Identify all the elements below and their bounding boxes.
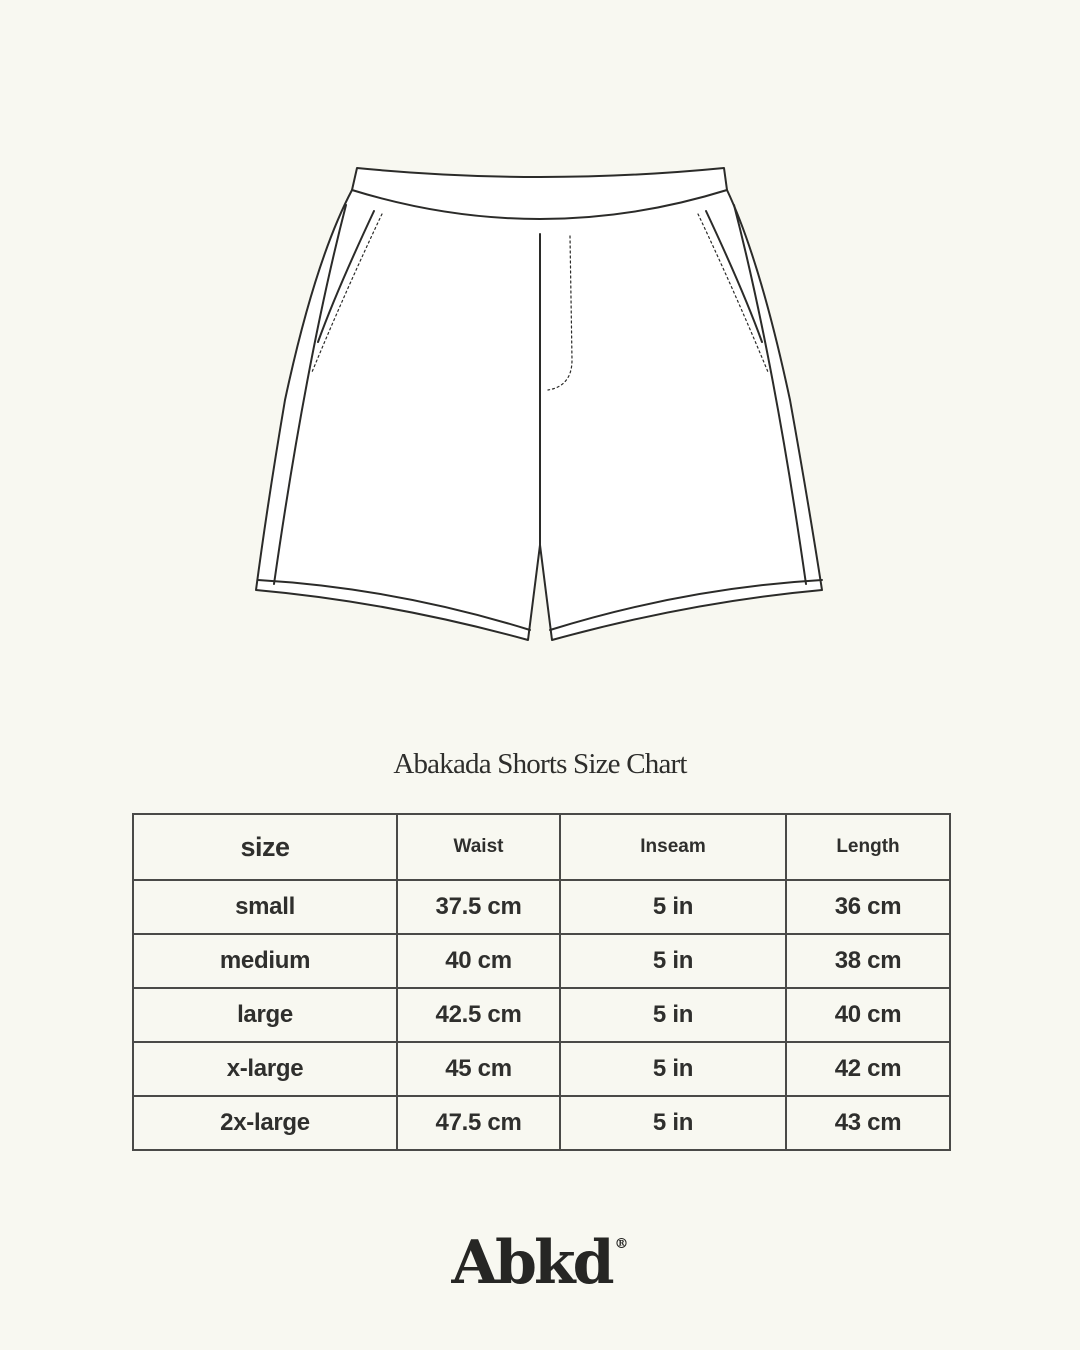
length-cell: 38 cm bbox=[786, 934, 950, 988]
inseam-cell: 5 in bbox=[560, 1042, 786, 1096]
brand-logo bbox=[0, 1228, 1080, 1298]
table-row bbox=[133, 880, 950, 934]
size-cell: small bbox=[133, 880, 397, 934]
column-header-size: size bbox=[133, 814, 397, 880]
inseam-cell: 5 in bbox=[560, 1096, 786, 1150]
size-cell: medium bbox=[133, 934, 397, 988]
waist-cell: 45 cm bbox=[397, 1042, 560, 1096]
table-row bbox=[133, 988, 950, 1042]
table-row bbox=[133, 1096, 950, 1150]
registered-mark: ® bbox=[614, 1236, 629, 1252]
size-chart-title: Abakada Shorts Size Chart bbox=[393, 748, 687, 780]
column-header-inseam: Inseam bbox=[560, 814, 786, 880]
waist-cell: 47.5 cm bbox=[397, 1096, 560, 1150]
inseam-cell: 5 in bbox=[560, 988, 786, 1042]
table-header-row bbox=[133, 814, 950, 880]
size-cell: x-large bbox=[133, 1042, 397, 1096]
waist-cell: 37.5 cm bbox=[397, 880, 560, 934]
waist-cell: 42.5 cm bbox=[397, 988, 560, 1042]
inseam-cell: 5 in bbox=[560, 880, 786, 934]
column-header-waist: Waist bbox=[397, 814, 560, 880]
column-header-length: Length bbox=[786, 814, 950, 880]
size-chart-table bbox=[132, 813, 951, 1151]
size-cell: 2x-large bbox=[133, 1096, 397, 1150]
length-cell: 43 cm bbox=[786, 1096, 950, 1150]
waist-cell: 40 cm bbox=[397, 934, 560, 988]
size-cell: large bbox=[133, 988, 397, 1042]
brand-logo-text: Abkd bbox=[451, 1228, 612, 1298]
table-row bbox=[133, 1042, 950, 1096]
inseam-cell: 5 in bbox=[560, 934, 786, 988]
length-cell: 40 cm bbox=[786, 988, 950, 1042]
table-row bbox=[133, 934, 950, 988]
length-cell: 36 cm bbox=[786, 880, 950, 934]
length-cell: 42 cm bbox=[786, 1042, 950, 1096]
